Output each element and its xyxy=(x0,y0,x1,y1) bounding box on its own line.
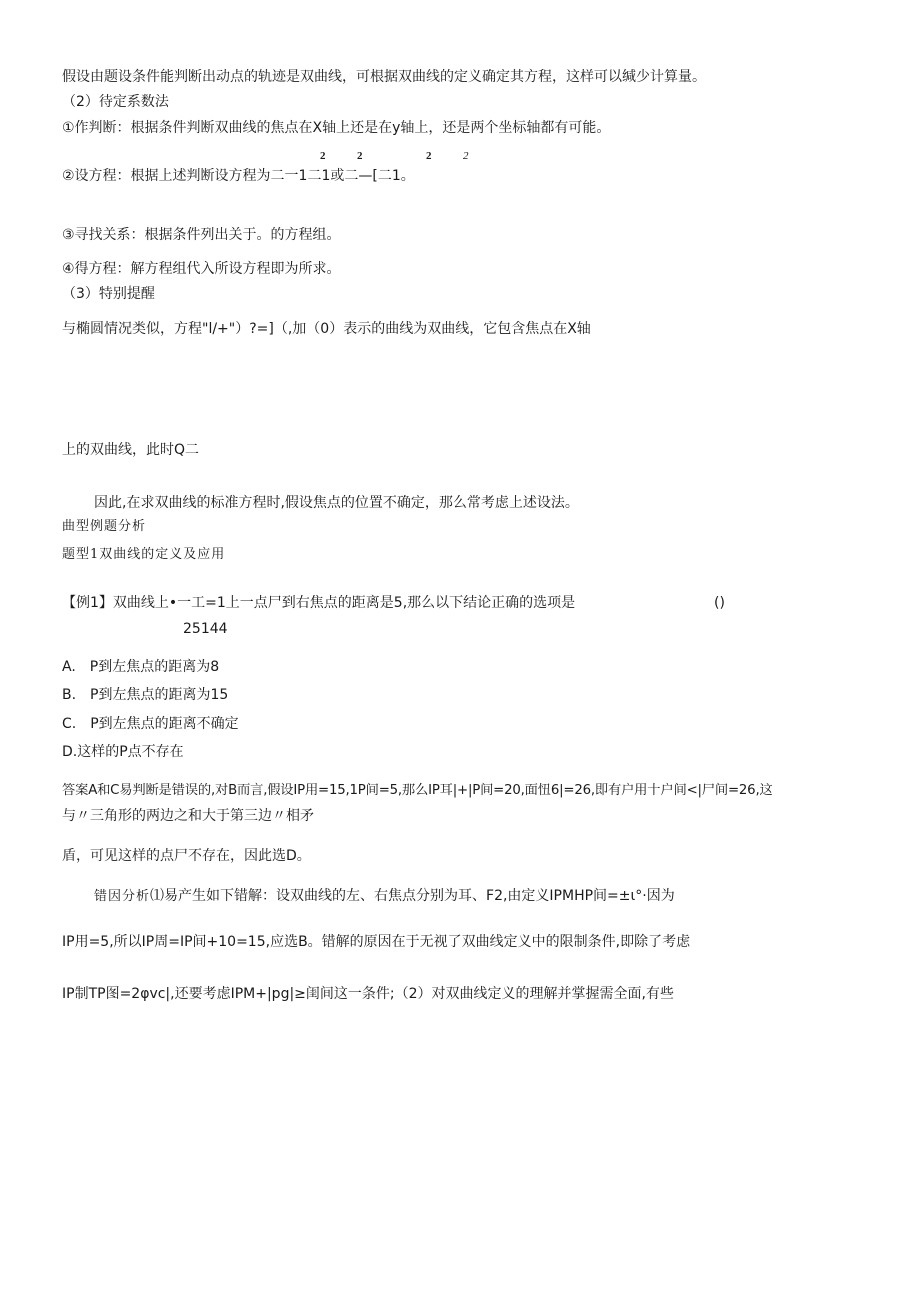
error-analysis-label: 错因分析 xyxy=(94,889,151,904)
option-d: D.这样的P点不存在 xyxy=(62,744,184,760)
subsection-title: 题型1双曲线的定义及应用 xyxy=(62,547,226,562)
answer-line-1: 答案A和C易判断是错误的,对B而言,假设IP用=15,1P间=5,那么IP耳|+|P间=20,面忸6|=26,即有户用十户间<|尸间=26,这 xyxy=(62,783,773,798)
answer-blank: () xyxy=(714,595,725,611)
answer-line-3: 盾，可见这样的点尸不存在，因此选D。 xyxy=(62,848,311,864)
superscript: 2 xyxy=(357,150,363,162)
option-a: A. P到左焦点的距离为8 xyxy=(62,659,220,675)
option-c: C. P到左焦点的距离不确定 xyxy=(62,716,239,732)
paragraph-intro: 假设由题设条件能判断出动点的轨迹是双曲线，可根据双曲线的定义确定其方程，这样可以缄少计算量。 xyxy=(62,69,706,85)
paragraph-conclusion: 因此,在求双曲线的标准方程时,假设焦点的位置不确定，那么常考虑上述设法。 xyxy=(94,495,579,511)
option-b: B. P到左焦点的距离为15 xyxy=(62,687,229,703)
heading-method-2: （2）待定系数法 xyxy=(62,94,169,110)
section-title: 曲型例题分析 xyxy=(62,519,147,534)
superscript: 2 xyxy=(320,150,326,162)
error-analysis-line-3: IP制TP图=2φvc|,还要考虑IPM+|pg|≥闺间这一条件;（2）对双曲线定义的理解并掌握需全面,有些 xyxy=(62,986,674,1002)
example-question: 【例1】双曲线上•一工=1上一点尸到右焦点的距离是5,那么以下结论正确的选项是 xyxy=(62,595,576,611)
paragraph-reminder-cont: 上的双曲线，此时Q二 xyxy=(62,442,200,458)
error-analysis-line-1 xyxy=(94,886,675,907)
superscript: 2 xyxy=(426,150,432,162)
superscript: 2 xyxy=(463,150,469,162)
error-analysis-text: ⑴易产生如下错解：设双曲线的左、右焦点分别为耳、F2,由定义IPMHP间=±ι°·因为 xyxy=(150,888,675,904)
step-get-equation: ④得方程：解方程组代入所设方程即为所求。 xyxy=(62,261,341,277)
paragraph-reminder: 与椭圆情况类似，方程"l/+"）?=]（,加（0）表示的曲线为双曲线，它包含焦点在X轴 xyxy=(62,321,591,337)
step-find-relation: ③寻找关系：根据条件列出关于。的方程组。 xyxy=(62,227,341,243)
step-set-equation: ②设方程：根据上述判断设方程为二一1二1或二—[二1。 xyxy=(62,168,415,184)
error-analysis-line-2: IP用=5,所以IP周=IP间+10=15,应选B。错解的原因在于无视了双曲线定义中的限制条件,即除了考虑 xyxy=(62,934,691,950)
heading-reminder: （3）特别提醒 xyxy=(62,286,155,302)
step-judge: ①作判断：根据条件判断双曲线的焦点在X轴上还是在y轴上，还是两个坐标轴都有可能。 xyxy=(62,120,611,136)
answer-line-2: 与〃三角形的两边之和大于第三边〃相矛 xyxy=(62,808,314,824)
example-numbers: 25144 xyxy=(183,621,228,637)
